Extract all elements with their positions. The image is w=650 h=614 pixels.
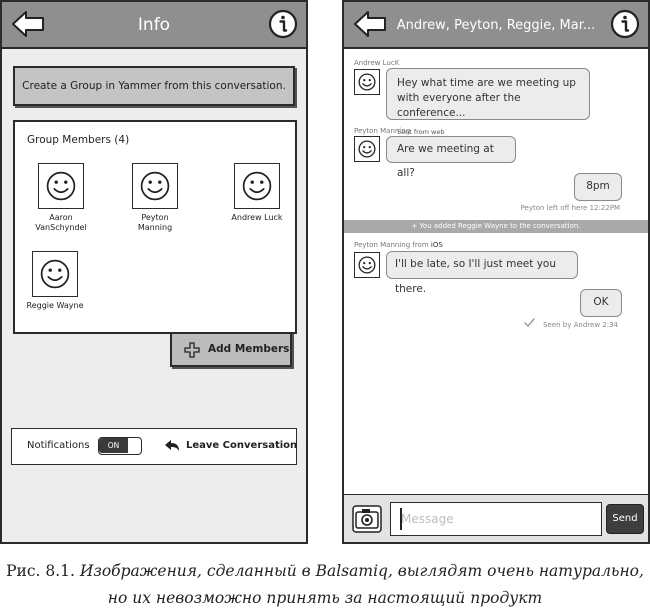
message-bubble bbox=[386, 136, 516, 179]
group-members-header: Group Members (4) bbox=[27, 134, 130, 146]
message-bubble bbox=[386, 251, 578, 295]
message-text: I'll be late, so I'll just meet you there. bbox=[395, 258, 557, 295]
conversation-header-bar bbox=[344, 2, 648, 49]
message-sender: Peyton Manning bbox=[354, 127, 411, 135]
member-name: Peyton Manning bbox=[137, 213, 173, 232]
checkmark-icon bbox=[524, 318, 535, 327]
notifications-toggle[interactable] bbox=[98, 437, 142, 455]
message-sender: Andrew LucK bbox=[354, 59, 400, 67]
page-title: Info bbox=[137, 15, 171, 35]
member-name: Andrew Luck bbox=[231, 213, 283, 222]
group-members-panel bbox=[13, 120, 297, 334]
back-arrow-icon[interactable] bbox=[11, 10, 45, 38]
smiley-avatar-icon bbox=[354, 252, 380, 278]
member-aaron-vanschyndel[interactable] bbox=[21, 163, 101, 233]
own-message-bubble bbox=[574, 173, 622, 201]
notifications-label: Notifications bbox=[27, 440, 90, 451]
message-source: Sent from web bbox=[397, 128, 445, 136]
compose-bar bbox=[344, 494, 648, 543]
add-members-button[interactable] bbox=[170, 332, 292, 367]
member-name: Aaron VanSchyndel bbox=[35, 213, 87, 232]
message-bubble bbox=[386, 68, 590, 136]
info-screen bbox=[0, 0, 308, 544]
member-peyton-manning[interactable] bbox=[115, 163, 195, 233]
smiley-avatar-icon bbox=[38, 163, 84, 209]
back-arrow-icon[interactable] bbox=[353, 10, 387, 38]
info-header-bar bbox=[2, 2, 306, 49]
member-reggie-wayne[interactable] bbox=[15, 251, 95, 311]
leave-conversation-label: Leave Conversation bbox=[186, 440, 298, 451]
message-text: Hey what time are we meeting up with everyone after the conference... bbox=[397, 77, 576, 119]
caption-prefix: Рис. 8.1. bbox=[6, 562, 80, 580]
read-marker: Peyton left off here 12:22PM bbox=[520, 204, 620, 212]
own-message-bubble bbox=[580, 289, 622, 317]
plus-icon bbox=[184, 342, 200, 358]
seen-marker: Seen by Andrew 2:34 bbox=[543, 321, 618, 329]
leave-arrow-icon bbox=[164, 439, 180, 453]
info-icon[interactable] bbox=[610, 9, 640, 39]
create-yammer-group-button[interactable]: Create a Group in Yammer from this conversation. bbox=[13, 66, 295, 106]
smiley-avatar-icon bbox=[354, 69, 380, 95]
caption-text: Изображения, сделанный в Balsamiq, выглядят очень натурально, но их невозможно принять за настоящий продукт bbox=[79, 562, 644, 607]
member-andrew-luck[interactable] bbox=[217, 163, 297, 223]
text-cursor bbox=[400, 508, 402, 530]
smiley-avatar-icon bbox=[234, 163, 280, 209]
camera-icon[interactable] bbox=[352, 505, 382, 533]
smiley-avatar-icon bbox=[32, 251, 78, 297]
system-message: + You added Reggie Wayne to the conversation. bbox=[344, 220, 648, 233]
smiley-avatar-icon bbox=[354, 136, 380, 162]
conversation-screen bbox=[342, 0, 650, 544]
toggle-on-label: ON bbox=[99, 438, 128, 453]
notifications-bar bbox=[11, 428, 297, 465]
message-sender: Peyton Manning from iOS bbox=[354, 241, 443, 249]
add-members-label: Add Members bbox=[208, 343, 290, 355]
member-name: Reggie Wayne bbox=[26, 301, 84, 310]
figure-caption bbox=[0, 558, 650, 612]
message-text: 8pm bbox=[586, 180, 610, 192]
smiley-avatar-icon bbox=[132, 163, 178, 209]
conversation-title: Andrew, Peyton, Reggie, Mar... bbox=[396, 18, 596, 33]
message-input[interactable] bbox=[390, 502, 602, 536]
message-source: iOS bbox=[430, 241, 443, 249]
message-list bbox=[344, 49, 648, 494]
send-button[interactable]: Send bbox=[606, 504, 644, 534]
message-text: Are we meeting at all? bbox=[397, 143, 494, 179]
info-icon[interactable] bbox=[268, 9, 298, 39]
message-text: OK bbox=[593, 296, 609, 308]
